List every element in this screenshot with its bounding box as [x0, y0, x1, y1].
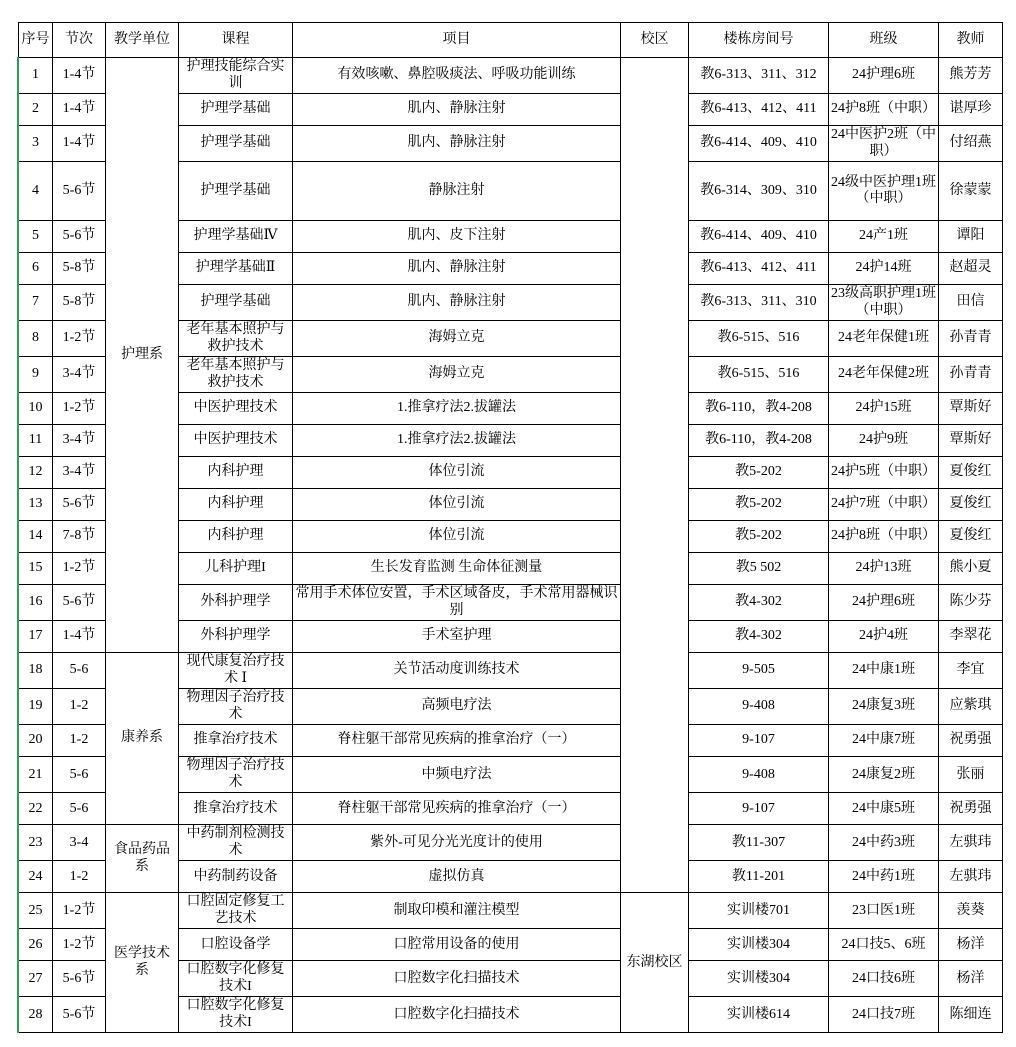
row-number-cell: 27: [19, 961, 53, 997]
class-cell: 24中康1班: [829, 653, 939, 689]
teacher-cell: 左骐玮: [939, 861, 1003, 893]
course-cell: 中医护理技术: [179, 425, 293, 457]
project-cell: 关节活动度训练技术: [293, 653, 621, 689]
class-cell: 24护15班: [829, 393, 939, 425]
teacher-cell: 夏俊红: [939, 521, 1003, 553]
period-cell: 1-2: [53, 861, 106, 893]
class-cell: 24康复2班: [829, 757, 939, 793]
teaching-unit-cell: 医学技术系: [106, 893, 179, 1033]
room-cell: 教5-202: [689, 457, 829, 489]
project-cell: 高频电疗法: [293, 689, 621, 725]
class-cell: 24护理6班: [829, 585, 939, 621]
teacher-cell: 徐蒙蒙: [939, 162, 1003, 221]
room-cell: 教6-313、311、310: [689, 285, 829, 321]
class-cell: 24护13班: [829, 553, 939, 585]
room-cell: 9-505: [689, 653, 829, 689]
period-cell: 3-4: [53, 825, 106, 861]
project-cell: 1.推拿疗法2.拔罐法: [293, 425, 621, 457]
sheet-left-edge-line: [17, 57, 19, 1033]
course-cell: 外科护理学: [179, 621, 293, 653]
project-cell: 海姆立克: [293, 357, 621, 393]
room-cell: 教6-515、516: [689, 357, 829, 393]
project-cell: 肌内、静脉注射: [293, 253, 621, 285]
period-cell: 5-6: [53, 653, 106, 689]
course-cell: 外科护理学: [179, 585, 293, 621]
row-number-cell: 26: [19, 929, 53, 961]
room-cell: 教6-110，教4-208: [689, 425, 829, 457]
header-period: 节次: [53, 23, 106, 58]
project-cell: 海姆立克: [293, 321, 621, 357]
teaching-unit-cell: 护理系: [106, 58, 179, 653]
teacher-cell: 谌厚珍: [939, 94, 1003, 126]
room-cell: 实训楼304: [689, 961, 829, 997]
schedule-row: [19, 893, 1003, 929]
row-number-cell: 20: [19, 725, 53, 757]
period-cell: 3-4节: [53, 425, 106, 457]
course-cell: 内科护理: [179, 521, 293, 553]
header-campus: 校区: [621, 23, 689, 58]
period-cell: 1-2节: [53, 321, 106, 357]
teacher-cell: 杨洋: [939, 961, 1003, 997]
teacher-cell: 赵超灵: [939, 253, 1003, 285]
row-number-cell: 28: [19, 997, 53, 1033]
period-cell: 1-4节: [53, 126, 106, 162]
period-cell: 1-2节: [53, 893, 106, 929]
room-cell: 9-408: [689, 689, 829, 725]
course-cell: 推拿治疗技术: [179, 793, 293, 825]
teacher-cell: 孙青青: [939, 321, 1003, 357]
period-cell: 1-2节: [53, 553, 106, 585]
course-cell: 中医护理技术: [179, 393, 293, 425]
schedule-row: [19, 58, 1003, 94]
room-cell: 教4-302: [689, 585, 829, 621]
class-cell: 24护8班（中职）: [829, 521, 939, 553]
class-cell: 24中康7班: [829, 725, 939, 757]
project-cell: 1.推拿疗法2.拔罐法: [293, 393, 621, 425]
teacher-cell: 祝勇强: [939, 793, 1003, 825]
class-cell: 24产1班: [829, 221, 939, 253]
row-number-cell: 24: [19, 861, 53, 893]
course-cell: 护理学基础Ⅱ: [179, 253, 293, 285]
teacher-cell: 陈细连: [939, 997, 1003, 1033]
header-class: 班级: [829, 23, 939, 58]
teacher-cell: 李宜: [939, 653, 1003, 689]
row-number-cell: 17: [19, 621, 53, 653]
course-cell: 护理学基础: [179, 285, 293, 321]
header-row: [19, 23, 1003, 58]
schedule-table-container: [18, 22, 1003, 1033]
course-cell: 口腔数字化修复技术I: [179, 997, 293, 1033]
schedule-row: [19, 825, 1003, 861]
room-cell: 教5-202: [689, 521, 829, 553]
period-cell: 5-6: [53, 793, 106, 825]
class-cell: 23级高职护理1班（中职）: [829, 285, 939, 321]
row-number-cell: 15: [19, 553, 53, 585]
class-cell: 24护5班（中职）: [829, 457, 939, 489]
room-cell: 教6-413、412、411: [689, 253, 829, 285]
teaching-unit-cell: 康养系: [106, 653, 179, 825]
teacher-cell: 熊芳芳: [939, 58, 1003, 94]
header-project: 项目: [293, 23, 621, 58]
row-number-cell: 14: [19, 521, 53, 553]
teacher-cell: 陈少芬: [939, 585, 1003, 621]
class-cell: 24口技7班: [829, 997, 939, 1033]
project-cell: 虚拟仿真: [293, 861, 621, 893]
class-cell: 24老年保健2班: [829, 357, 939, 393]
period-cell: 5-6节: [53, 961, 106, 997]
teacher-cell: 应紫琪: [939, 689, 1003, 725]
header-row-number: 序号: [19, 23, 53, 58]
row-number-cell: 6: [19, 253, 53, 285]
room-cell: 9-107: [689, 725, 829, 757]
class-cell: 24护9班: [829, 425, 939, 457]
class-cell: 24老年保健1班: [829, 321, 939, 357]
row-number-cell: 12: [19, 457, 53, 489]
project-cell: 肌内、静脉注射: [293, 94, 621, 126]
class-cell: 24中康5班: [829, 793, 939, 825]
room-cell: 教6-414、409、410: [689, 126, 829, 162]
teacher-cell: 覃斯好: [939, 393, 1003, 425]
teacher-cell: 夏俊红: [939, 489, 1003, 521]
row-number-cell: 7: [19, 285, 53, 321]
project-cell: 制取印模和灌注模型: [293, 893, 621, 929]
row-number-cell: 21: [19, 757, 53, 793]
room-cell: 教6-313、311、312: [689, 58, 829, 94]
class-cell: 24口技6班: [829, 961, 939, 997]
room-cell: 教5-202: [689, 489, 829, 521]
project-cell: 生长发育监测 生命体征测量: [293, 553, 621, 585]
room-cell: 教5 502: [689, 553, 829, 585]
course-cell: 儿科护理I: [179, 553, 293, 585]
course-cell: 物理因子治疗技术: [179, 757, 293, 793]
row-number-cell: 11: [19, 425, 53, 457]
course-cell: 中药制剂检测技术: [179, 825, 293, 861]
teaching-unit-cell: 食品药品系: [106, 825, 179, 893]
header-teacher: 教师: [939, 23, 1003, 58]
class-cell: 24护14班: [829, 253, 939, 285]
row-number-cell: 4: [19, 162, 53, 221]
room-cell: 9-408: [689, 757, 829, 793]
period-cell: 5-6节: [53, 585, 106, 621]
period-cell: 1-4节: [53, 621, 106, 653]
class-cell: 23口医1班: [829, 893, 939, 929]
room-cell: 教6-414、409、410: [689, 221, 829, 253]
course-cell: 护理学基础: [179, 162, 293, 221]
row-number-cell: 2: [19, 94, 53, 126]
course-cell: 护理学基础: [179, 94, 293, 126]
class-cell: 24护7班（中职）: [829, 489, 939, 521]
teacher-cell: 覃斯好: [939, 425, 1003, 457]
teacher-cell: 张丽: [939, 757, 1003, 793]
class-cell: 24中药1班: [829, 861, 939, 893]
course-cell: 内科护理: [179, 457, 293, 489]
project-cell: 紫外-可见分光光度计的使用: [293, 825, 621, 861]
period-cell: 5-6节: [53, 221, 106, 253]
period-cell: 1-2节: [53, 393, 106, 425]
class-cell: 24中医护2班（中职）: [829, 126, 939, 162]
teacher-cell: 杨洋: [939, 929, 1003, 961]
header-teaching-unit: 教学单位: [106, 23, 179, 58]
course-cell: 护理技能综合实训: [179, 58, 293, 94]
class-cell: 24口技5、6班: [829, 929, 939, 961]
row-number-cell: 25: [19, 893, 53, 929]
schedule-table: [18, 22, 1003, 1033]
row-number-cell: 22: [19, 793, 53, 825]
period-cell: 5-8节: [53, 285, 106, 321]
course-cell: 老年基本照护与救护技术: [179, 321, 293, 357]
teacher-cell: 付绍燕: [939, 126, 1003, 162]
class-cell: 24护理6班: [829, 58, 939, 94]
row-number-cell: 18: [19, 653, 53, 689]
project-cell: 肌内、皮下注射: [293, 221, 621, 253]
period-cell: 5-6节: [53, 489, 106, 521]
teacher-cell: 孙青青: [939, 357, 1003, 393]
room-cell: 实训楼701: [689, 893, 829, 929]
row-number-cell: 13: [19, 489, 53, 521]
row-number-cell: 23: [19, 825, 53, 861]
project-cell: 有效咳嗽、鼻腔吸痰法、呼吸功能训练: [293, 58, 621, 94]
course-cell: 中药制药设备: [179, 861, 293, 893]
room-cell: 实训楼614: [689, 997, 829, 1033]
period-cell: 5-6: [53, 757, 106, 793]
teacher-cell: 羡葵: [939, 893, 1003, 929]
course-cell: 老年基本照护与救护技术: [179, 357, 293, 393]
row-number-cell: 16: [19, 585, 53, 621]
period-cell: 3-4节: [53, 357, 106, 393]
project-cell: 肌内、静脉注射: [293, 126, 621, 162]
row-number-cell: 3: [19, 126, 53, 162]
class-cell: 24护8班（中职）: [829, 94, 939, 126]
row-number-cell: 19: [19, 689, 53, 725]
teacher-cell: 田信: [939, 285, 1003, 321]
room-cell: 教6-110，教4-208: [689, 393, 829, 425]
class-cell: 24级中医护理1班（中职）: [829, 162, 939, 221]
period-cell: 1-2: [53, 725, 106, 757]
project-cell: 中频电疗法: [293, 757, 621, 793]
row-number-cell: 9: [19, 357, 53, 393]
teacher-cell: 左骐玮: [939, 825, 1003, 861]
room-cell: 教4-302: [689, 621, 829, 653]
course-cell: 口腔固定修复工艺技术: [179, 893, 293, 929]
row-number-cell: 10: [19, 393, 53, 425]
course-cell: 护理学基础Ⅳ: [179, 221, 293, 253]
period-cell: 1-4节: [53, 94, 106, 126]
teacher-cell: 熊小夏: [939, 553, 1003, 585]
row-number-cell: 5: [19, 221, 53, 253]
class-cell: 24护4班: [829, 621, 939, 653]
teacher-cell: 李翠花: [939, 621, 1003, 653]
period-cell: 1-4节: [53, 58, 106, 94]
class-cell: 24康复3班: [829, 689, 939, 725]
period-cell: 5-6节: [53, 162, 106, 221]
project-cell: 手术室护理: [293, 621, 621, 653]
room-cell: 9-107: [689, 793, 829, 825]
period-cell: 1-2: [53, 689, 106, 725]
room-cell: 教6-413、412、411: [689, 94, 829, 126]
project-cell: 口腔常用设备的使用: [293, 929, 621, 961]
course-cell: 口腔数字化修复技术I: [179, 961, 293, 997]
project-cell: 体位引流: [293, 521, 621, 553]
class-cell: 24中药3班: [829, 825, 939, 861]
campus-cell: 东湖校区: [621, 893, 689, 1033]
project-cell: 口腔数字化扫描技术: [293, 961, 621, 997]
project-cell: 体位引流: [293, 457, 621, 489]
row-number-cell: 8: [19, 321, 53, 357]
course-cell: 现代康复治疗技术 Ⅰ: [179, 653, 293, 689]
project-cell: 常用手术体位安置，手术区域备皮，手术常用器械识别: [293, 585, 621, 621]
course-cell: 推拿治疗技术: [179, 725, 293, 757]
project-cell: 脊柱躯干部常见疾病的推拿治疗（一）: [293, 793, 621, 825]
room-cell: 教11-307: [689, 825, 829, 861]
teacher-cell: 夏俊红: [939, 457, 1003, 489]
course-cell: 物理因子治疗技术: [179, 689, 293, 725]
room-cell: 实训楼304: [689, 929, 829, 961]
project-cell: 脊柱躯干部常见疾病的推拿治疗（一）: [293, 725, 621, 757]
room-cell: 教11-201: [689, 861, 829, 893]
room-cell: 教6-515、516: [689, 321, 829, 357]
period-cell: 1-2节: [53, 929, 106, 961]
campus-cell: [621, 58, 689, 893]
project-cell: 体位引流: [293, 489, 621, 521]
period-cell: 5-6节: [53, 997, 106, 1033]
period-cell: 5-8节: [53, 253, 106, 285]
project-cell: 口腔数字化扫描技术: [293, 997, 621, 1033]
project-cell: 静脉注射: [293, 162, 621, 221]
course-cell: 口腔设备学: [179, 929, 293, 961]
teacher-cell: 谭阳: [939, 221, 1003, 253]
course-cell: 护理学基础: [179, 126, 293, 162]
room-cell: 教6-314、309、310: [689, 162, 829, 221]
schedule-body: [19, 58, 1003, 1033]
project-cell: 肌内、静脉注射: [293, 285, 621, 321]
teacher-cell: 祝勇强: [939, 725, 1003, 757]
header-course: 课程: [179, 23, 293, 58]
header-room: 楼栋房间号: [689, 23, 829, 58]
period-cell: 3-4节: [53, 457, 106, 489]
course-cell: 内科护理: [179, 489, 293, 521]
row-number-cell: 1: [19, 58, 53, 94]
schedule-row: [19, 653, 1003, 689]
period-cell: 7-8节: [53, 521, 106, 553]
